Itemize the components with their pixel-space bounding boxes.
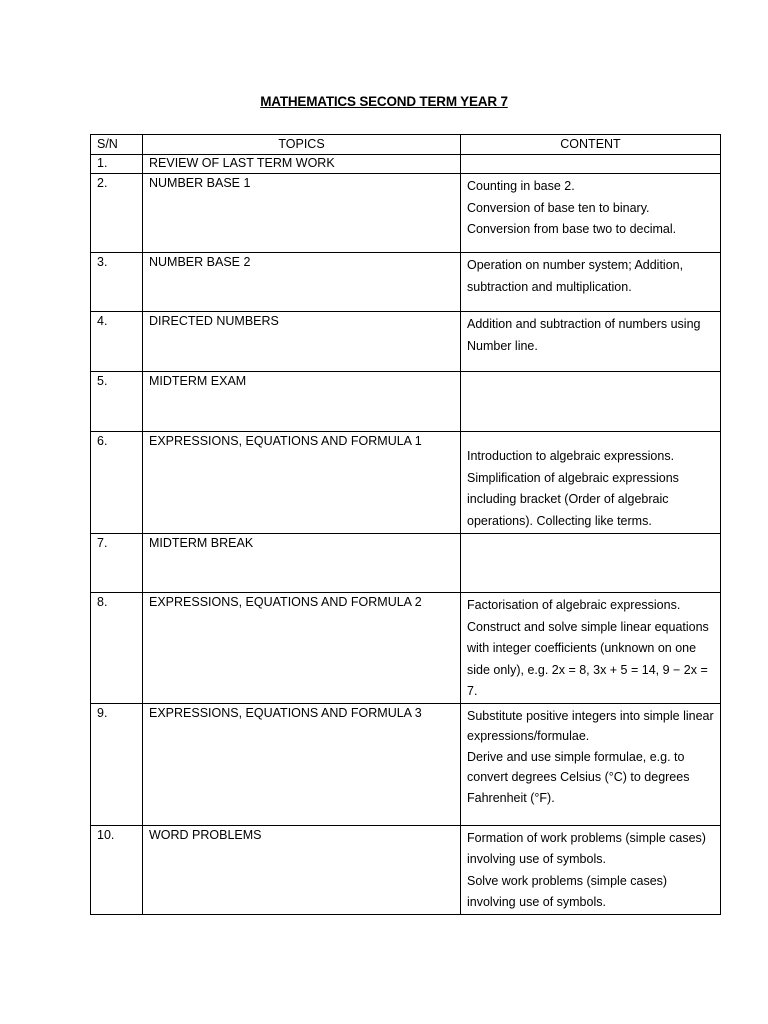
table-row bbox=[91, 534, 721, 593]
row-number: 1. bbox=[91, 155, 143, 174]
row-topic: WORD PROBLEMS bbox=[143, 825, 461, 914]
content-line: Operation on number system; Addition, subtraction and multiplication. bbox=[467, 258, 684, 294]
row-number: 7. bbox=[91, 534, 143, 593]
table-row bbox=[91, 174, 721, 253]
row-topic: MIDTERM BREAK bbox=[143, 534, 461, 593]
row-topic: NUMBER BASE 2 bbox=[143, 253, 461, 312]
row-number: 3. bbox=[91, 253, 143, 312]
table-row bbox=[91, 253, 721, 312]
row-content bbox=[461, 825, 721, 914]
row-content bbox=[461, 253, 721, 312]
row-topic: EXPRESSIONS, EQUATIONS AND FORMULA 3 bbox=[143, 703, 461, 825]
content-line: Derive and use simple formulae, e.g. to convert degrees Celsius (°C) to degrees Fahrenheit (°F). bbox=[467, 749, 690, 805]
row-content bbox=[461, 312, 721, 372]
row-topic: NUMBER BASE 1 bbox=[143, 174, 461, 253]
content-line: Introduction to algebraic expressions. bbox=[467, 449, 675, 463]
row-content bbox=[461, 534, 721, 593]
row-topic: EXPRESSIONS, EQUATIONS AND FORMULA 2 bbox=[143, 593, 461, 704]
row-content bbox=[461, 703, 721, 825]
row-number: 5. bbox=[91, 372, 143, 432]
table-row bbox=[91, 593, 721, 704]
column-header-content: CONTENT bbox=[461, 135, 721, 155]
row-number: 6. bbox=[91, 432, 143, 534]
content-line: Simplification of algebraic expressions including bracket (Order of algebraic operations). Collecting like terms. bbox=[467, 470, 679, 528]
row-content bbox=[461, 174, 721, 253]
table-header-row bbox=[91, 135, 721, 155]
content-line: Solve work problems (simple cases) involving use of symbols. bbox=[467, 873, 668, 909]
row-topic: EXPRESSIONS, EQUATIONS AND FORMULA 1 bbox=[143, 432, 461, 534]
content-line: Counting in base 2. bbox=[467, 179, 575, 193]
row-content bbox=[461, 593, 721, 704]
row-number: 8. bbox=[91, 593, 143, 704]
column-header-topics: TOPICS bbox=[143, 135, 461, 155]
table-row bbox=[91, 703, 721, 825]
column-header-sn: S/N bbox=[91, 135, 143, 155]
content-line: Construct and solve simple linear equations with integer coefficients (unknown on one side only), e.g. 2x = 8, 3x + 5 = 14, 9 − 2x = 7. bbox=[467, 619, 709, 698]
table-row bbox=[91, 372, 721, 432]
content-line: Addition and subtraction of numbers using Number line. bbox=[467, 317, 701, 353]
table-row bbox=[91, 825, 721, 914]
row-number: 2. bbox=[91, 174, 143, 253]
table-row bbox=[91, 312, 721, 372]
table-row bbox=[91, 432, 721, 534]
content-line: Conversion of base ten to binary. bbox=[467, 200, 650, 215]
row-content bbox=[461, 372, 721, 432]
content-line: Substitute positive integers into simple linear expressions/formulae. bbox=[467, 708, 714, 743]
row-content bbox=[461, 432, 721, 534]
row-topic: REVIEW OF LAST TERM WORK bbox=[143, 155, 461, 174]
content-line: Conversion from base two to decimal. bbox=[467, 222, 677, 236]
row-number: 10. bbox=[91, 825, 143, 914]
row-number: 9. bbox=[91, 703, 143, 825]
row-content bbox=[461, 155, 721, 174]
page-title: MATHEMATICS SECOND TERM YEAR 7 bbox=[260, 94, 508, 109]
content-line: Formation of work problems (simple cases) involving use of symbols. bbox=[467, 830, 706, 866]
scheme-of-work-table bbox=[90, 134, 721, 915]
row-number: 4. bbox=[91, 312, 143, 372]
table-row bbox=[91, 155, 721, 174]
row-topic: DIRECTED NUMBERS bbox=[143, 312, 461, 372]
content-line: Factorisation of algebraic expressions. bbox=[467, 598, 681, 612]
row-topic: MIDTERM EXAM bbox=[143, 372, 461, 432]
